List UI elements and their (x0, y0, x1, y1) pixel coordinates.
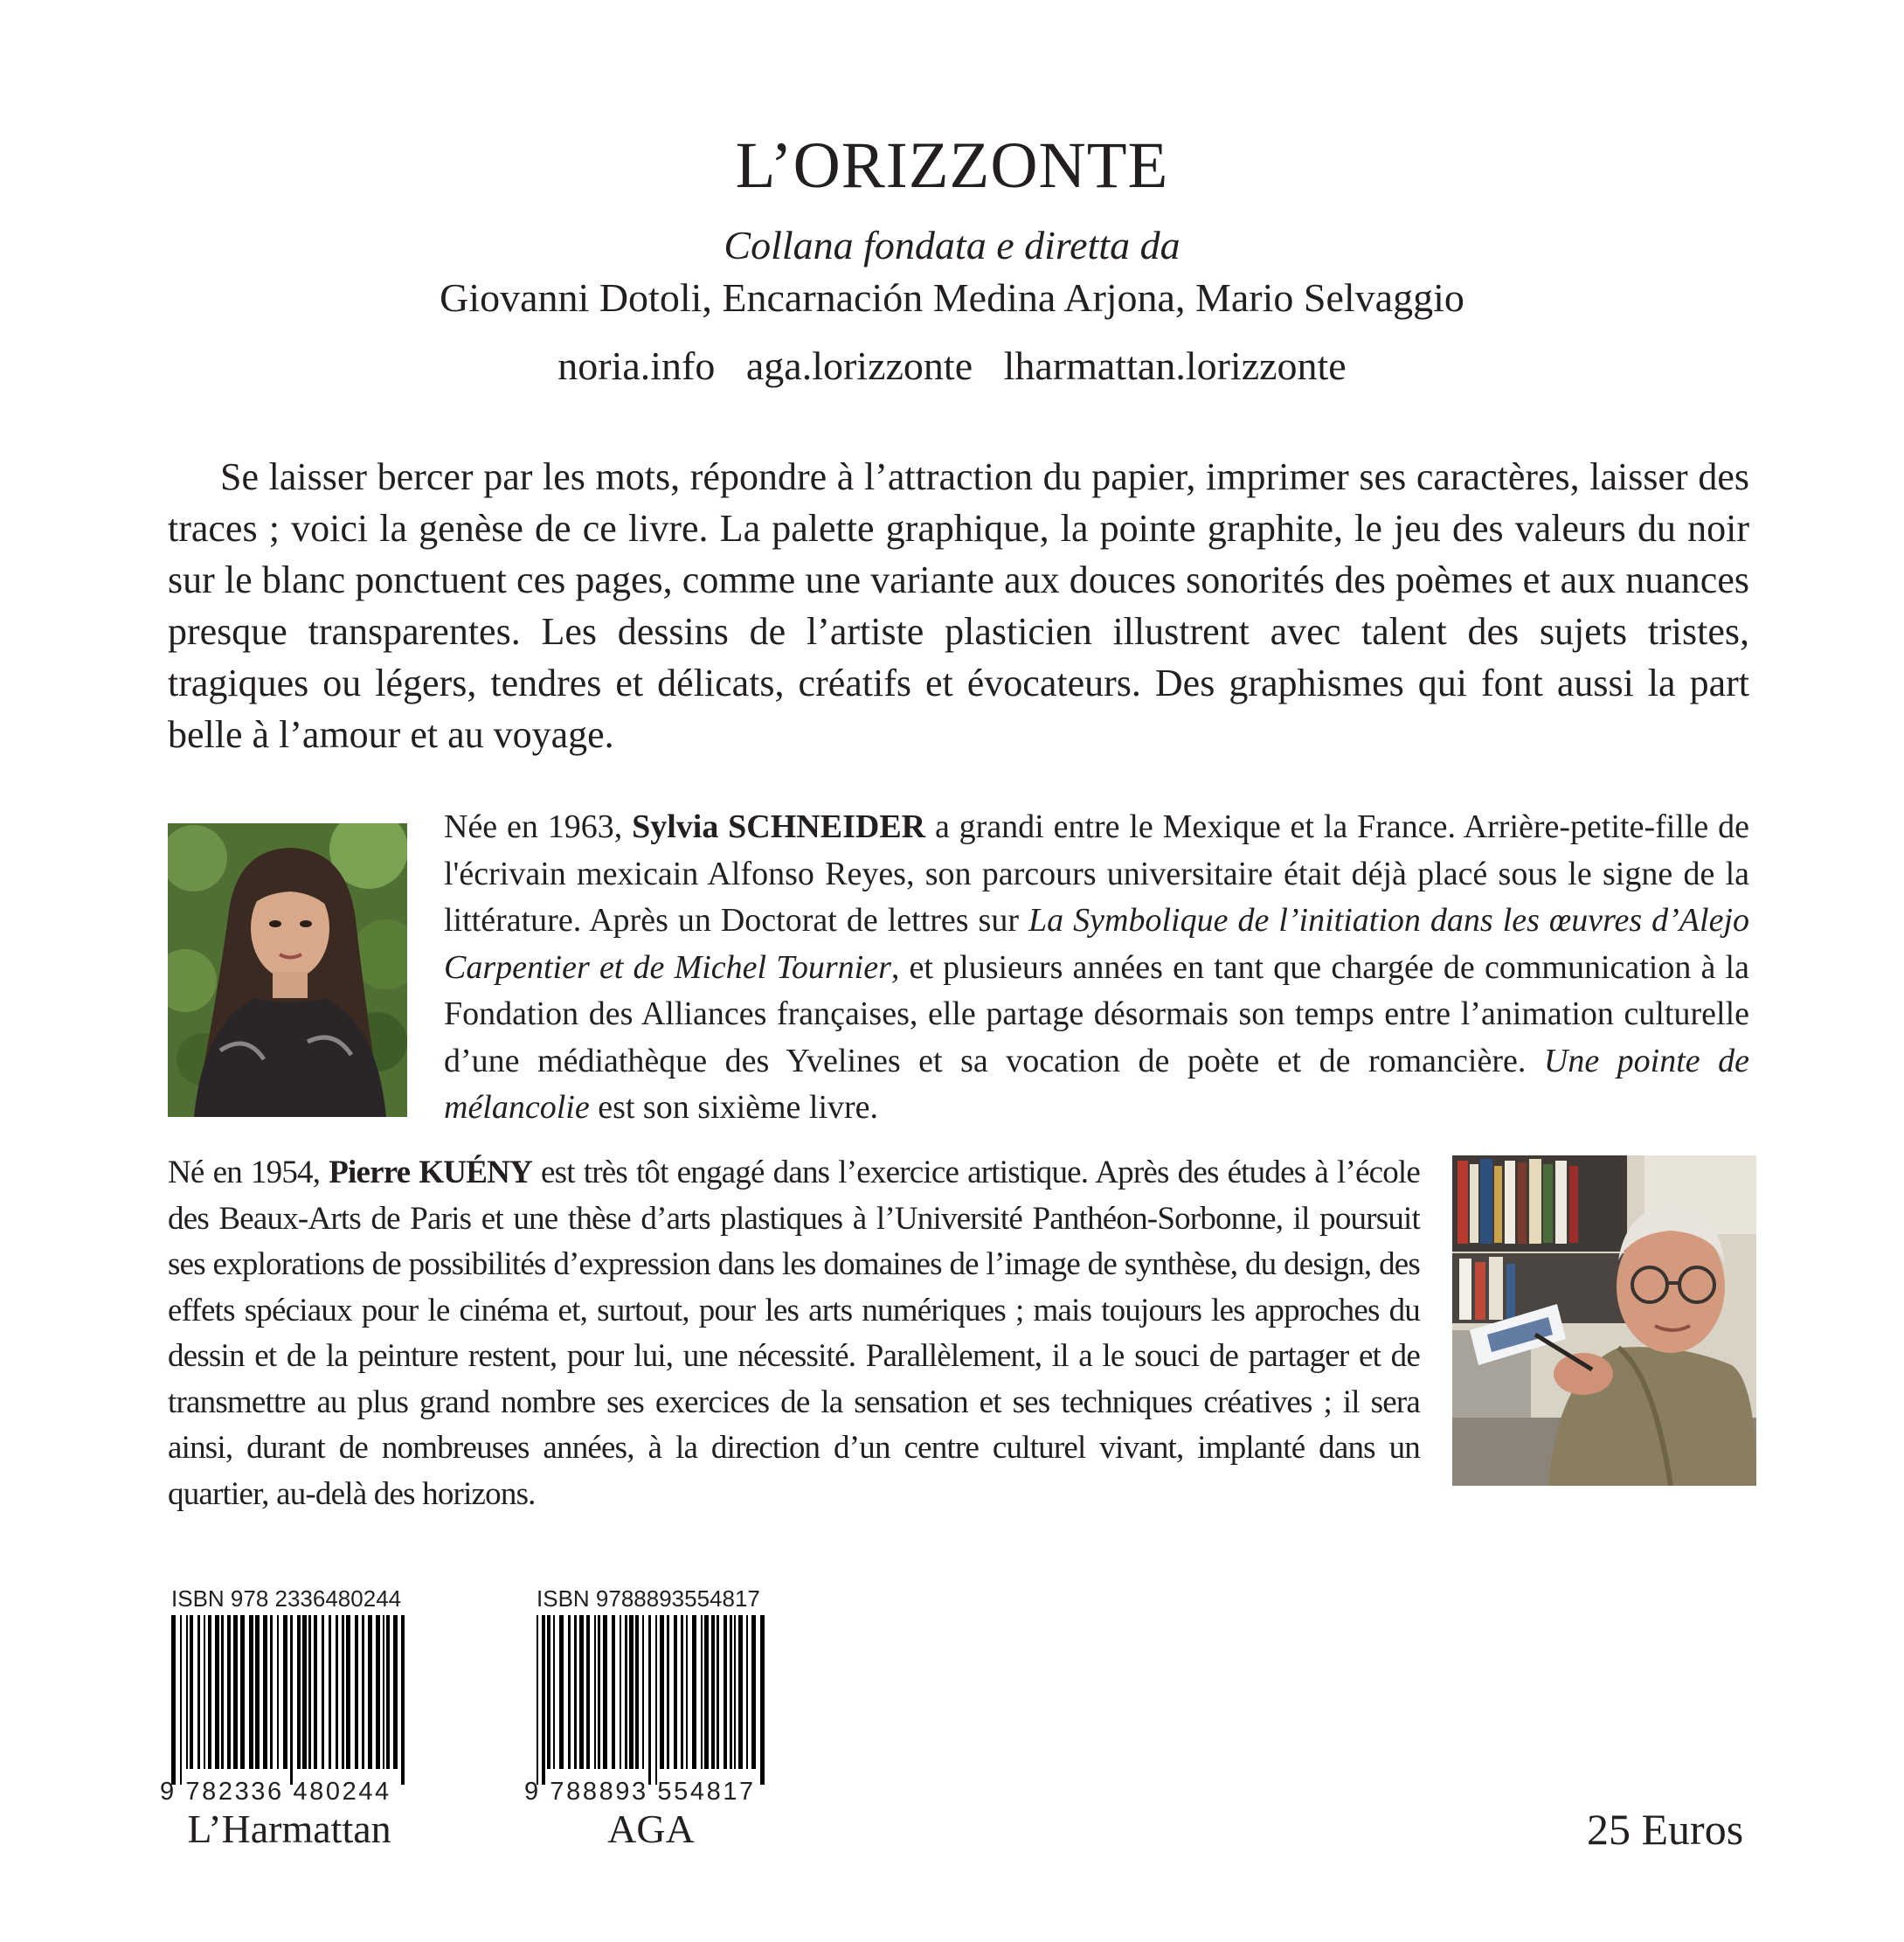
portrait-illustration (1452, 1155, 1756, 1486)
barcode-bar (642, 1615, 644, 1769)
barcode-bar (746, 1615, 748, 1769)
series-subtitle: Collana fondata e diretta da (724, 223, 1180, 267)
barcode-bar (559, 1615, 564, 1769)
bio-kueny-text: est très tôt engagé dans l’exercice artistique. Après des études à l’école des Beaux-Arts de Paris et une thèse d’arts plastiques à l’Université Panthéon-Sorbonne, il poursuit ses explorations de possibilités d’expression dans les domaines de l’image de synthèse, du design, des effets spéciaux pour le cinéma et, surtout, pour les arts numériques ; mais toujours les approches du dessin et de la peinture restent, pour lui, une nécessité. Parallèlement, il a le souci de partager et de transmettre au plus grand nombre ses exercices de la sensation et ses techniques créatives ; il sera ainsi, durant de nombreuses années, à la direction d’un centre culturel vivant, implanté dans un quartier, au-delà des horizons. (168, 1155, 1421, 1512)
barcode-bar (401, 1615, 405, 1785)
barcode-bar (648, 1615, 651, 1785)
barcode-bar (376, 1615, 380, 1769)
author-photo-kueny (1452, 1155, 1756, 1486)
bio-schneider-text2: , et plusieurs années en tant que chargée de communication à la Fondation des Alliances françaises, elle partage désormais son temps entre l’animation culturelle d’une médiathèque des Yvelines et sa vocation de poète et de romancière. (444, 948, 1749, 1079)
barcode-bar (308, 1615, 311, 1769)
author-name-schneider: Sylvia SCHNEIDER (632, 808, 926, 845)
series-links (0, 343, 1904, 388)
barcode-bar (598, 1615, 600, 1769)
thesis-title: La Symbolique de l’initiation dans les œuvres d’Alejo Carpentier et de Michel Tournier (444, 902, 1750, 986)
barcode-bar (674, 1615, 677, 1769)
barcode-bar (186, 1615, 188, 1769)
barcode-bar (704, 1615, 709, 1769)
portrait-illustration (168, 823, 407, 1117)
barcode-bar (655, 1615, 657, 1785)
barcode-bar (227, 1615, 231, 1769)
author-name-kueny: Pierre KUÉNY (329, 1155, 532, 1190)
barcode-bar (738, 1615, 743, 1769)
link-lharmattan[interactable]: lharmattan.lorizzonte (1003, 343, 1347, 388)
barcode-bar (204, 1615, 205, 1769)
barcode-bar (355, 1615, 358, 1769)
link-aga[interactable]: aga.lorizzonte (745, 343, 973, 388)
barcode-bar (197, 1615, 200, 1769)
barcode-bar (537, 1615, 538, 1785)
barcode-bar (568, 1615, 571, 1769)
barcode-bar (322, 1615, 324, 1769)
barcode-bar (717, 1615, 719, 1769)
barcode-digits: 9 782336 480244 (160, 1778, 391, 1806)
barcode-bar (180, 1615, 182, 1785)
barcode-bar (171, 1615, 176, 1785)
barcode-bar (603, 1615, 607, 1769)
bio-kueny (168, 1150, 1420, 1517)
publisher-name: L’Harmattan (187, 1807, 391, 1851)
barcode-bar (249, 1615, 253, 1769)
barcode-bar (346, 1615, 350, 1769)
barcode-bar (612, 1615, 615, 1769)
bio-schneider-text1: a grandi entre le Mexique et la France. Arrière-petite-fille de l'écrivain mexicain Alfonso Reyes, son parcours universitaire était déjà placé sous le signe de la littérature. Après un Doctorat de lettres sur (444, 808, 1750, 939)
barcode-bar (290, 1615, 293, 1785)
barcode-bar (620, 1615, 621, 1769)
barcode-bar (692, 1615, 696, 1769)
barcode-bar (553, 1615, 555, 1769)
barcode-bar (383, 1615, 384, 1769)
barcode-bar (277, 1615, 279, 1769)
series-title: L’ORIZZONTE (735, 129, 1169, 202)
barcode-bar (629, 1615, 634, 1769)
barcode-bar (329, 1615, 331, 1769)
barcode-bar (386, 1615, 390, 1769)
barcode-bar (701, 1615, 703, 1769)
barcode-bar (302, 1615, 307, 1769)
author-photo-schneider (168, 823, 407, 1117)
bio-kueny-prefix: Né en 1954, (168, 1155, 321, 1190)
bio-schneider (444, 804, 1749, 1132)
barcode (171, 1615, 407, 1785)
barcode-bar (730, 1615, 732, 1769)
barcode-bar (734, 1615, 736, 1769)
barcode-bar (681, 1615, 683, 1769)
isbn-label: ISBN 9788893554817 (537, 1585, 760, 1612)
blurb-text: Se laisser bercer par les mots, répondre à l’attraction du papier, imprimer ses caractères, laisser des traces ; voici la genèse de ce livre. La palette graphique, la pointe graphite, le jeu des valeurs du noir sur le blanc ponctuent ces pages, comme une variante aux douces sonorités des poèmes et aux nuances presque transparentes. Les dessins de l’artiste plasticien illustrent avec talent des sujets tristes, tragiques ou légers, tendres et délicats, créatifs et évocateurs. Des graphismes qui font aussi la part belle à l’amour et au voyage. (168, 455, 1749, 756)
bio-schneider-text3: est son sixième livre. (598, 1089, 879, 1126)
barcode-bar (625, 1615, 627, 1769)
barcode-bar (724, 1615, 727, 1769)
book-title: Une pointe de mélancolie (444, 1042, 1750, 1126)
barcode-bar (547, 1615, 550, 1769)
barcode-bar (594, 1615, 596, 1769)
barcode-bar (393, 1615, 398, 1769)
link-noria[interactable]: noria.info (557, 343, 716, 388)
barcode-bar (667, 1615, 669, 1769)
barcode-bar (221, 1615, 224, 1769)
barcode-bar (579, 1615, 584, 1769)
barcode-bar (635, 1615, 639, 1769)
barcode-bar (751, 1615, 756, 1769)
barcode-bar (574, 1615, 577, 1769)
barcode-bar (283, 1615, 287, 1769)
barcode-bar (586, 1615, 590, 1769)
publisher-name: AGA (607, 1807, 695, 1851)
barcode-bar (542, 1615, 545, 1785)
barcode-bar (240, 1615, 245, 1769)
barcode-bar (190, 1615, 193, 1769)
barcode-bar (215, 1615, 219, 1769)
blurb-paragraph (168, 451, 1749, 760)
barcode-bar (233, 1615, 238, 1769)
barcode-digits: 9 788893 554817 (524, 1778, 756, 1806)
series-directors: Giovanni Dotoli, Encarnación Medina Arjona, Mario Selvaggio (440, 275, 1464, 320)
barcode-bar (270, 1615, 273, 1769)
barcode-bar (208, 1615, 211, 1769)
price: 25 Euros (1587, 1805, 1744, 1854)
barcode-bar (660, 1615, 664, 1769)
barcode-bar (711, 1615, 715, 1769)
barcode (537, 1615, 765, 1785)
barcode-bar (760, 1615, 765, 1785)
isbn-label: ISBN 978 2336480244 (171, 1585, 402, 1612)
barcode-bar (314, 1615, 317, 1769)
barcode-bar (686, 1615, 688, 1769)
barcode-bar (362, 1615, 364, 1769)
barcode-bar (336, 1615, 338, 1769)
barcode-bar (263, 1615, 267, 1769)
barcode-bar (297, 1615, 301, 1769)
barcode-bar (368, 1615, 372, 1769)
barcode-bar (255, 1615, 260, 1769)
bio-schneider-prefix: Née en 1963, (444, 808, 623, 845)
barcode-bar (342, 1615, 344, 1769)
